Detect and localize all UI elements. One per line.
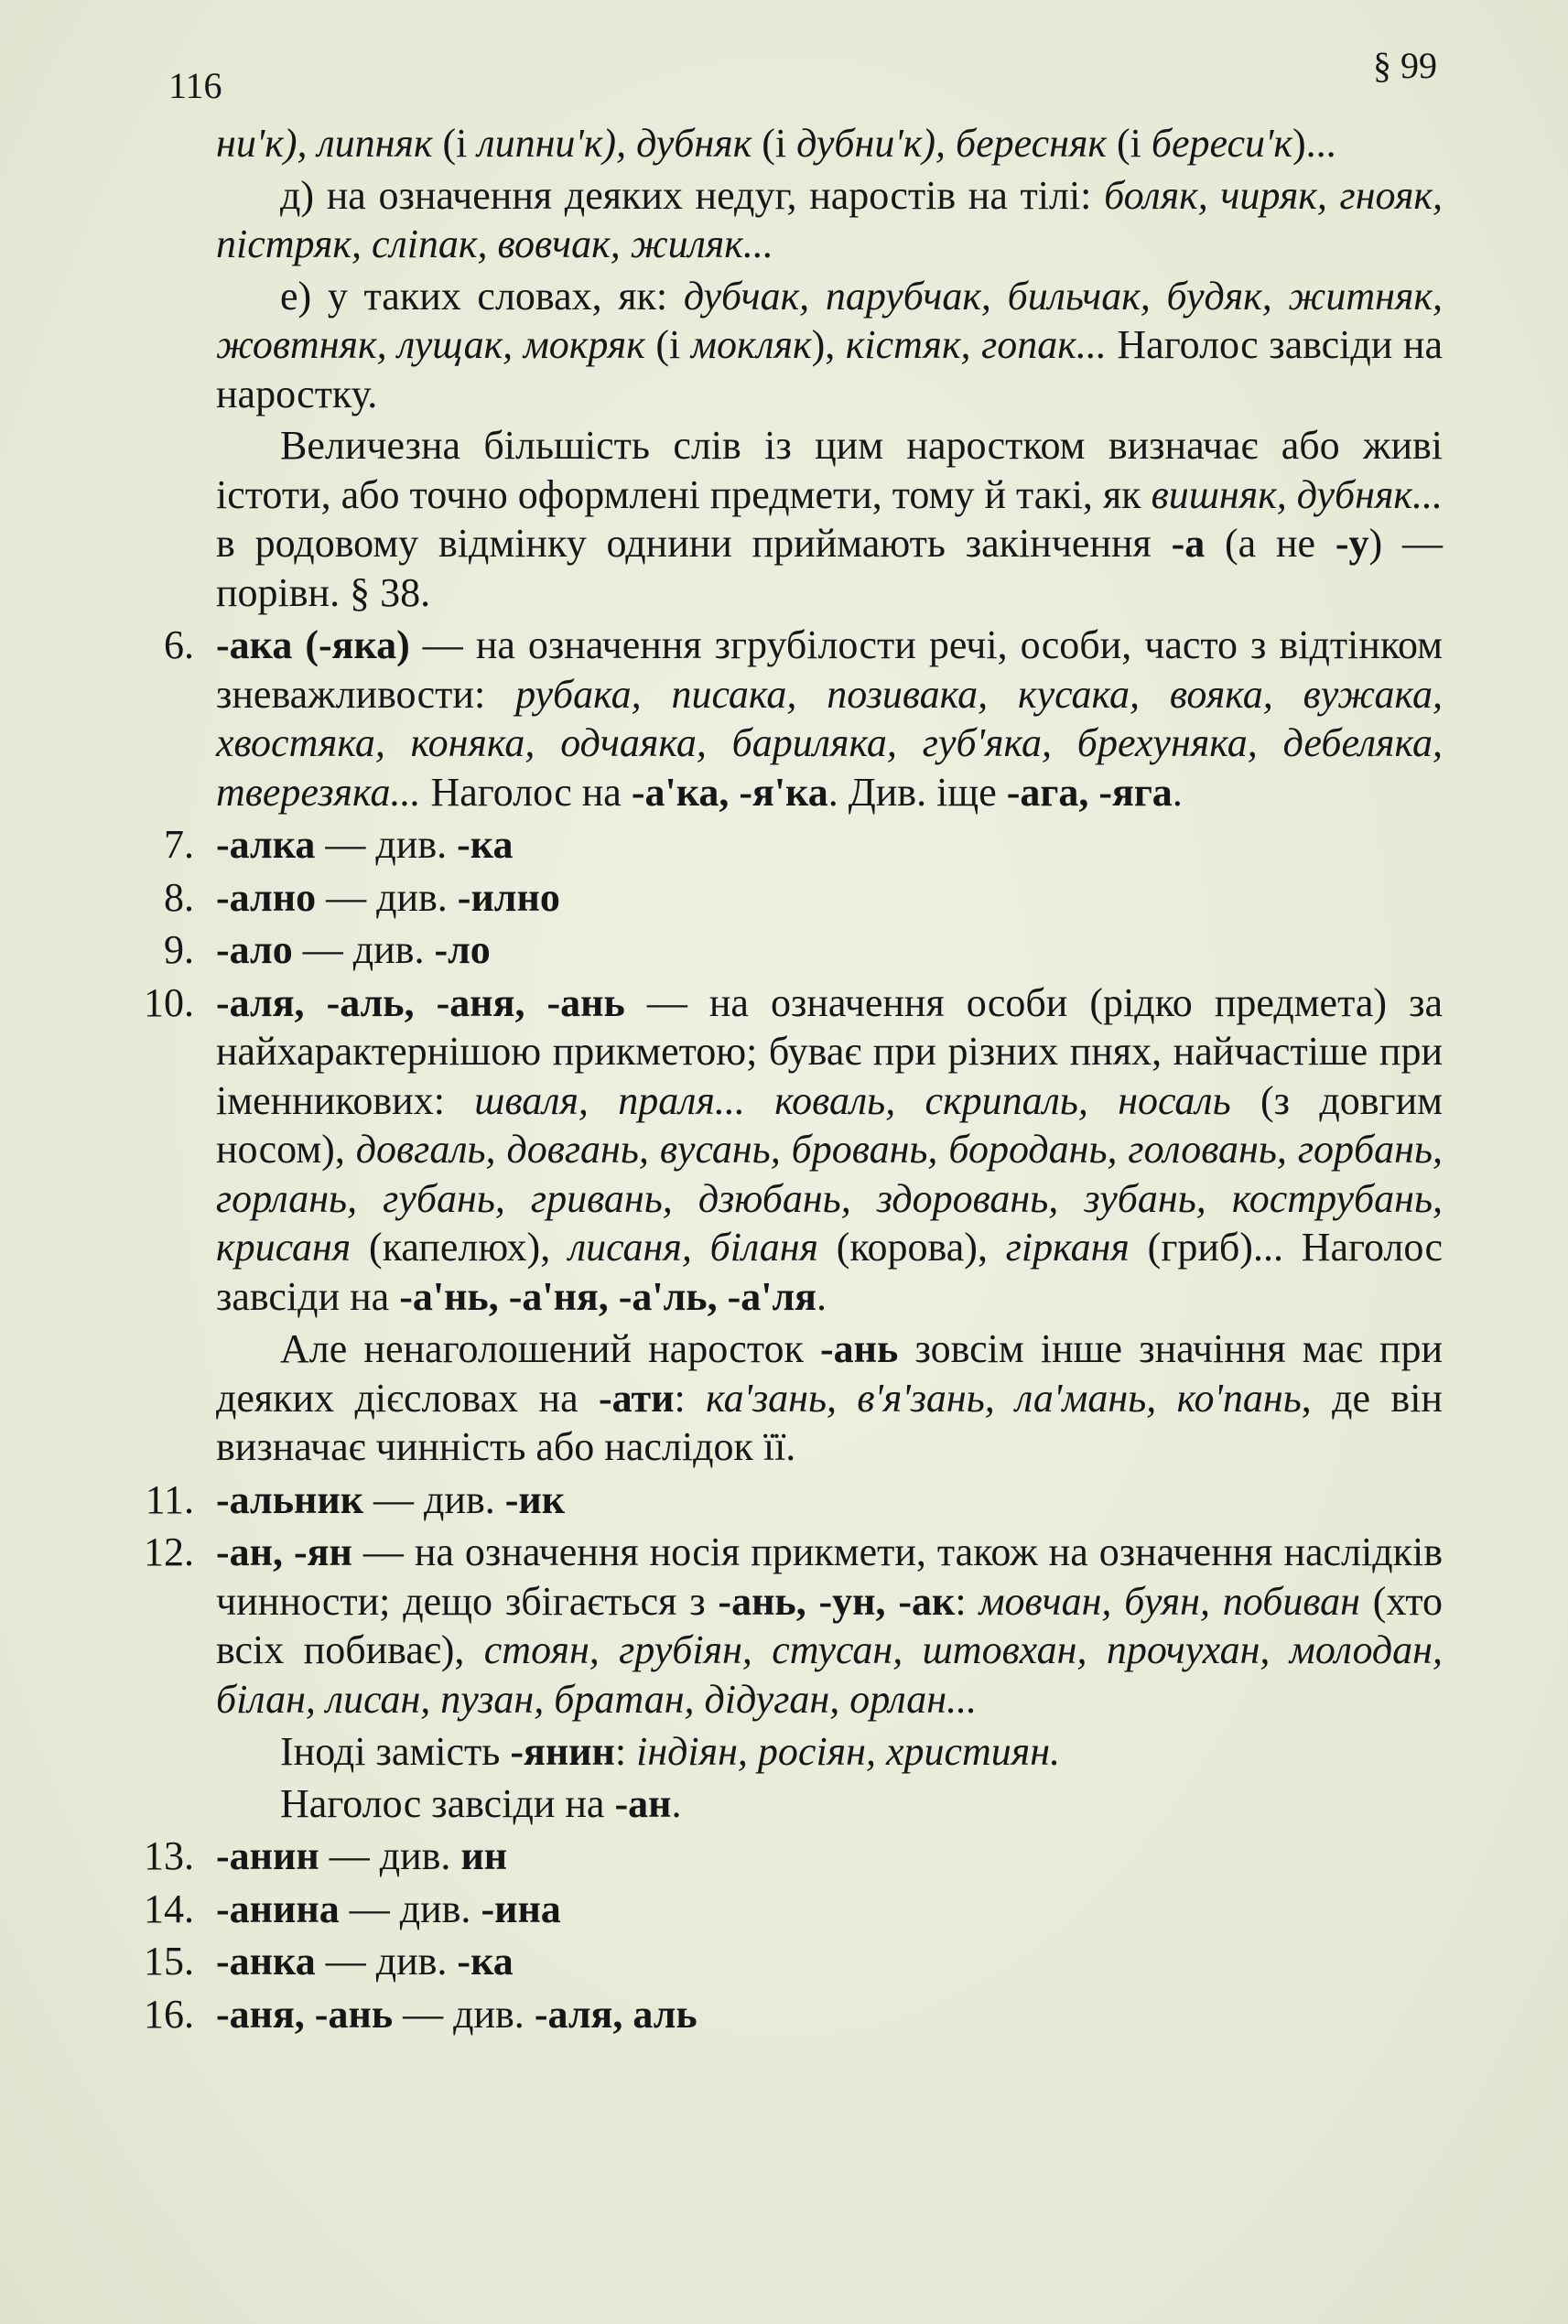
list-item <box>144 1885 1443 1934</box>
text-run: Величезна більшість слів із цим наростком визначає або живі істоти, або точно оформлені предмети, тому й такі, як <box>216 423 1443 517</box>
paragraph-note <box>216 421 1443 617</box>
text-run: в родовому відмінку однини приймають закінчення <box>216 521 1172 566</box>
text-run: — на означення носія прикмети, також на означення наслідків чинности; дещо збігається з <box>216 1530 1443 1624</box>
suffix-term: -алка <box>216 822 316 867</box>
example-words: шваля, праля... коваль, скрипаль, носаль <box>474 1077 1231 1123</box>
entry-number: 15. <box>144 1939 194 1984</box>
text-run: (корова), <box>817 1225 1006 1270</box>
suffix-term: -аня, -ань <box>216 1991 394 2037</box>
example-words: вишняк, дубняк... <box>1151 471 1443 517</box>
text-run: . Див. іще <box>827 769 1007 815</box>
entry-number: 9. <box>164 927 194 972</box>
example-words: липни'к), дубняк <box>477 121 752 166</box>
example-words: індіян, росіян, християн. <box>636 1729 1061 1774</box>
paragraph-item-d <box>216 171 1443 269</box>
example-words: мокляк <box>690 322 812 367</box>
example-words: стоян, грубіян, стусан, штовхан, прочухан, молодан, білан, лисан, пузан, братан, дідуган, орлан... <box>216 1627 1444 1722</box>
suffix-term: -а'ка, -я'ка <box>631 769 828 815</box>
suffix-term: -ан, -ян <box>216 1530 352 1574</box>
example-words: кістяк, гопак... <box>845 322 1107 367</box>
entry-number: 14. <box>144 1886 194 1931</box>
text-run: — на означення особи (рідко предмета) за найхарактернішою прикметою; буває при різних пнях, найчастіше при іменникових: <box>216 979 1443 1123</box>
text-run: Іноді замість <box>280 1729 511 1774</box>
suffix-term: -аля, -аль, -аня, -ань <box>216 979 625 1025</box>
entry-number: 7. <box>164 822 194 867</box>
suffix-term: -ати <box>599 1375 675 1421</box>
entry-list <box>144 1475 1444 1724</box>
text-run: Але ненаголошений наросток <box>280 1326 821 1371</box>
suffix-term: -ло <box>434 927 491 972</box>
text-run: : <box>614 1729 637 1774</box>
text-run: — на означення згрубілости речі, особи, часто з відтінком зневажливости: <box>216 622 1443 717</box>
list-item <box>145 1475 1443 1525</box>
text-run: (і <box>752 121 797 166</box>
entry-list <box>144 1832 1443 2038</box>
text-run: д) на означення деяких недуг, наростів на тілі: <box>280 172 1105 218</box>
list-item <box>144 978 1443 1322</box>
example-words: дубчак, парубчак, бильчак, будяк, житняк, жовтняк, лущак, мокряк <box>216 273 1443 367</box>
text-run: Наголос на <box>420 769 632 815</box>
text-run: . <box>816 1273 827 1319</box>
list-item <box>164 820 1443 870</box>
suffix-term: -ан <box>614 1780 672 1826</box>
suffix-term: -ално <box>216 874 317 920</box>
paragraph-note <box>216 1779 1443 1829</box>
suffix-term: -илно <box>457 874 560 920</box>
text-run: — див. <box>393 1991 535 2037</box>
paragraph-item-e <box>216 272 1443 419</box>
suffix-term: -ик <box>504 1476 566 1522</box>
text-run: Наголос завсіди на <box>280 1780 615 1826</box>
list-item <box>144 1528 1444 1724</box>
paragraph <box>216 119 1443 168</box>
text-run: Наголос завсіди на наростку. <box>216 322 1443 416</box>
suffix-term: -ина <box>481 1886 561 1931</box>
text-run: ) — порівн. § 38. <box>216 521 1443 615</box>
text-run: (гриб)... Наголос завсіди на <box>216 1225 1443 1319</box>
suffix-term: -ань <box>820 1326 899 1371</box>
example-words: боляк, чиряк, гнояк, пістряк, сліпак, вовчак, жиляк... <box>216 172 1443 266</box>
text-run: , де він визначає чинність або наслідок її. <box>216 1375 1443 1469</box>
text-run: — див. <box>339 1886 481 1931</box>
entry-number: 16. <box>144 1991 194 2037</box>
text-run: зовсім інше значіння має при деяких дієсловах на <box>216 1326 1443 1421</box>
text-run: е) у таких словах, як: <box>280 273 684 319</box>
list-item <box>164 925 1443 975</box>
entry-number: 10. <box>144 979 194 1025</box>
list-item <box>144 1990 1443 2039</box>
text-run: — див. <box>363 1476 505 1522</box>
example-words: лисаня, біланя <box>568 1225 818 1270</box>
text-run: ), <box>811 322 846 367</box>
example-words: ка'зань, в'я'зань, ла'мань, ко'пань <box>706 1375 1302 1421</box>
suffix-term: -анина <box>216 1886 340 1931</box>
text-run: (хто всіх побиває), <box>216 1578 1444 1672</box>
list-item <box>164 873 1443 923</box>
text-run: : <box>674 1375 707 1421</box>
page-body <box>144 119 1444 2042</box>
section-mark: § 99 <box>1373 45 1437 86</box>
page-header <box>0 37 1568 106</box>
paragraph-note <box>216 1324 1443 1472</box>
list-item <box>144 1937 1443 1986</box>
example-words: береси'к <box>1151 121 1293 166</box>
example-words: дубни'к), бересняк <box>796 121 1107 166</box>
entry-number: 12. <box>144 1530 194 1574</box>
suffix-term: -ало <box>216 927 293 972</box>
text-run: (а не <box>1205 521 1336 566</box>
text-run: )... <box>1292 121 1336 166</box>
entry-number: 8. <box>164 874 194 920</box>
example-words: мовчан, буян, побиван <box>979 1578 1360 1624</box>
suffix-term: -анин <box>216 1833 319 1878</box>
entry-list <box>144 621 1444 1321</box>
entry-number: 6. <box>164 622 194 667</box>
example-words: гірканя <box>1005 1225 1130 1270</box>
suffix-term: -альник <box>216 1476 364 1522</box>
page-number: 116 <box>168 65 222 106</box>
text-run: — див. <box>315 1939 458 1984</box>
suffix-term: -ака (-яка) <box>216 622 410 667</box>
text-run: — див. <box>316 874 458 920</box>
suffix-term: -ка <box>457 1939 514 1984</box>
text-run: (і <box>1106 121 1152 166</box>
example-words: довгаль, довгань, вусань, бровань, бородань, головань, горбань, горлань, губань, гривань, дзюбань, здоровань, зубань, кострубань, крисаня <box>216 1127 1443 1270</box>
text-run: . <box>671 1780 682 1826</box>
text-run: (капелюх), <box>351 1225 568 1270</box>
entry-number: 11. <box>145 1476 194 1522</box>
suffix-term: -ага, -яга <box>1006 769 1173 815</box>
text-run: — див. <box>315 822 458 867</box>
text-run: (і <box>432 121 478 166</box>
suffix-term: -янин <box>510 1729 615 1774</box>
suffix-term: -ань, -ун, -ак <box>718 1578 956 1624</box>
entry-number: 13. <box>144 1833 194 1878</box>
example-words: ни'к), липняк <box>216 121 433 166</box>
text-run: : <box>955 1578 979 1624</box>
text-run: (з довгим носом), <box>216 1077 1443 1172</box>
suffix-term: -аля, аль <box>534 1991 697 2037</box>
text-run: — див. <box>292 927 435 972</box>
text-run: . <box>1172 769 1183 815</box>
text-run: (і <box>644 322 691 367</box>
suffix-term: -анка <box>216 1939 316 1984</box>
suffix-term: ин <box>460 1833 508 1878</box>
suffix-term: -а <box>1171 521 1206 566</box>
suffix-term: -а'нь, -а'ня, -а'ль, -а'ля <box>399 1273 816 1319</box>
list-item <box>164 621 1444 816</box>
example-words: рубака, писака, позивака, кусака, вояка, вужака, хвостяка, коняка, одчаяка, бариляка, губ'яка, брехуняка, дебеляка, тверезяка... <box>216 671 1444 815</box>
suffix-term: -ка <box>457 822 514 867</box>
list-item <box>144 1832 1443 1881</box>
suffix-term: -у <box>1335 521 1369 566</box>
text-run: — див. <box>319 1833 461 1878</box>
paragraph-note <box>216 1727 1443 1777</box>
